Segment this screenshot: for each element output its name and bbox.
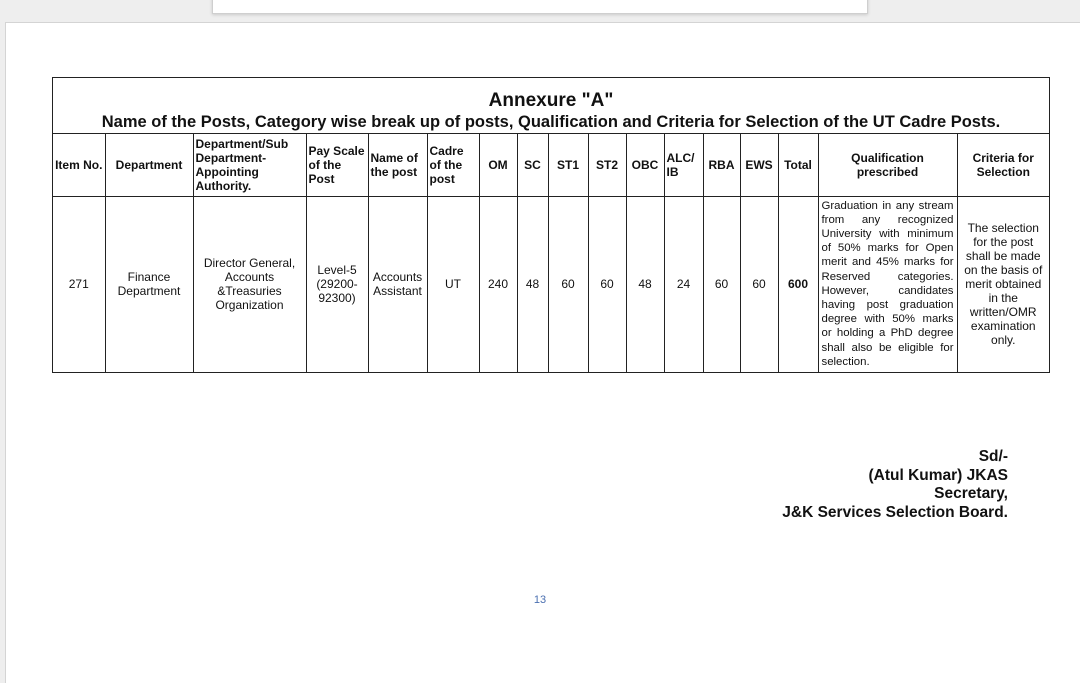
header-total: Total bbox=[778, 134, 818, 196]
cell-cadre: UT bbox=[427, 196, 479, 372]
annexure-title: Annexure "A" bbox=[488, 90, 614, 111]
annexure-title-block bbox=[53, 78, 1049, 134]
header-sub-department: Department/Sub Department-Appointing Authority. bbox=[193, 134, 306, 196]
header-st2: ST2 bbox=[588, 134, 626, 196]
cell-sub-department: Director General, Accounts &Treasuries Organization bbox=[193, 196, 306, 372]
cell-om: 240 bbox=[479, 196, 517, 372]
cell-qualification: Graduation in any stream from any recognized University with minimum of 50% marks for Open merit and 45% marks for Reserved categories. However, candidates having post graduation degree with 50% marks or holding a PhD degree shall also be eligible for selection. bbox=[818, 196, 957, 372]
cell-rba: 60 bbox=[703, 196, 740, 372]
table-row bbox=[53, 196, 1049, 372]
header-alc-ib: ALC/ IB bbox=[664, 134, 703, 196]
header-om: OM bbox=[479, 134, 517, 196]
header-item-no: Item No. bbox=[53, 134, 105, 196]
cell-ews: 60 bbox=[740, 196, 778, 372]
table-header-row bbox=[53, 134, 1049, 196]
header-sc: SC bbox=[517, 134, 548, 196]
previous-page-edge bbox=[212, 0, 868, 14]
cell-total: 600 bbox=[778, 196, 818, 372]
header-pay-scale: Pay Scale of the Post bbox=[306, 134, 368, 196]
cell-post-name: Accounts Assistant bbox=[368, 196, 427, 372]
cell-st1: 60 bbox=[548, 196, 588, 372]
header-ews: EWS bbox=[740, 134, 778, 196]
header-obc: OBC bbox=[626, 134, 664, 196]
annexure-subtitle: Name of the Posts, Category wise break up of posts, Qualification and Criteria for Selection of the UT Cadre Posts. bbox=[101, 113, 1001, 131]
cell-st2: 60 bbox=[588, 196, 626, 372]
signature-designation: Secretary, bbox=[934, 485, 1008, 502]
cell-alc-ib: 24 bbox=[664, 196, 703, 372]
signature-block bbox=[782, 448, 1008, 522]
cell-item-no: 271 bbox=[53, 196, 105, 372]
header-st1: ST1 bbox=[548, 134, 588, 196]
header-qualification: Qualification prescribed bbox=[818, 134, 957, 196]
header-criteria: Criteria for Selection bbox=[972, 150, 1034, 179]
cell-pay-scale: Level-5 (29200-92300) bbox=[306, 196, 368, 372]
posts-table bbox=[53, 134, 1049, 372]
header-post-name: Name of the post bbox=[368, 134, 427, 196]
cell-sc: 48 bbox=[517, 196, 548, 372]
cell-criteria: The selection for the post shall be made on the basis of merit obtained in the written/OMR examination only. bbox=[964, 221, 1043, 348]
cell-department: Finance Department bbox=[105, 196, 193, 372]
header-department: Department bbox=[105, 134, 193, 196]
signature-name: (Atul Kumar) JKAS bbox=[868, 466, 1008, 484]
signature-organization: J&K Services Selection Board. bbox=[782, 503, 1008, 521]
cell-obc: 48 bbox=[626, 196, 664, 372]
header-cadre: Cadre of the post bbox=[427, 134, 479, 196]
annexure-table-box bbox=[52, 77, 1050, 373]
signature-sd: Sd/- bbox=[978, 448, 1008, 465]
page-number: 13 bbox=[533, 594, 547, 606]
header-rba: RBA bbox=[703, 134, 740, 196]
